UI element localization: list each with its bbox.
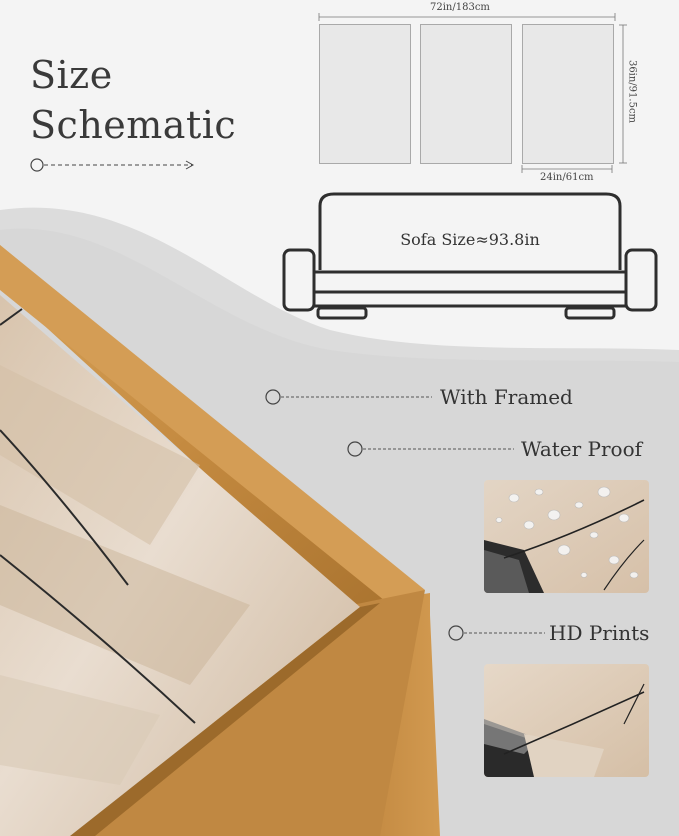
- water-proof-thumbnail: [484, 480, 649, 593]
- panel-right: [522, 24, 614, 164]
- sofa-size-label: Sofa Size≈93.8in: [400, 230, 540, 249]
- title-arrow-icon: [28, 156, 198, 174]
- panel-left: [319, 24, 411, 164]
- hd-prints-pointer-icon: [447, 623, 547, 643]
- panel-middle: [420, 24, 512, 164]
- panel-width-label: 24in/61cm: [540, 172, 594, 183]
- water-proof-label: Water Proof: [521, 437, 643, 461]
- with-framed-pointer-icon: [264, 387, 434, 407]
- hd-prints-label: HD Prints: [549, 621, 650, 645]
- total-width-dimension-line: [318, 12, 616, 22]
- with-framed-label: With Framed: [440, 385, 573, 409]
- framed-canvas-corner: [0, 245, 440, 836]
- page-title-line-2: Schematic: [30, 103, 237, 147]
- total-width-label: 72in/183cm: [430, 2, 490, 13]
- height-label: 36in/91.5cm: [626, 59, 638, 124]
- hd-prints-thumbnail: [484, 664, 649, 777]
- page-title-line-1: Size: [30, 53, 113, 97]
- water-proof-pointer-icon: [346, 439, 516, 459]
